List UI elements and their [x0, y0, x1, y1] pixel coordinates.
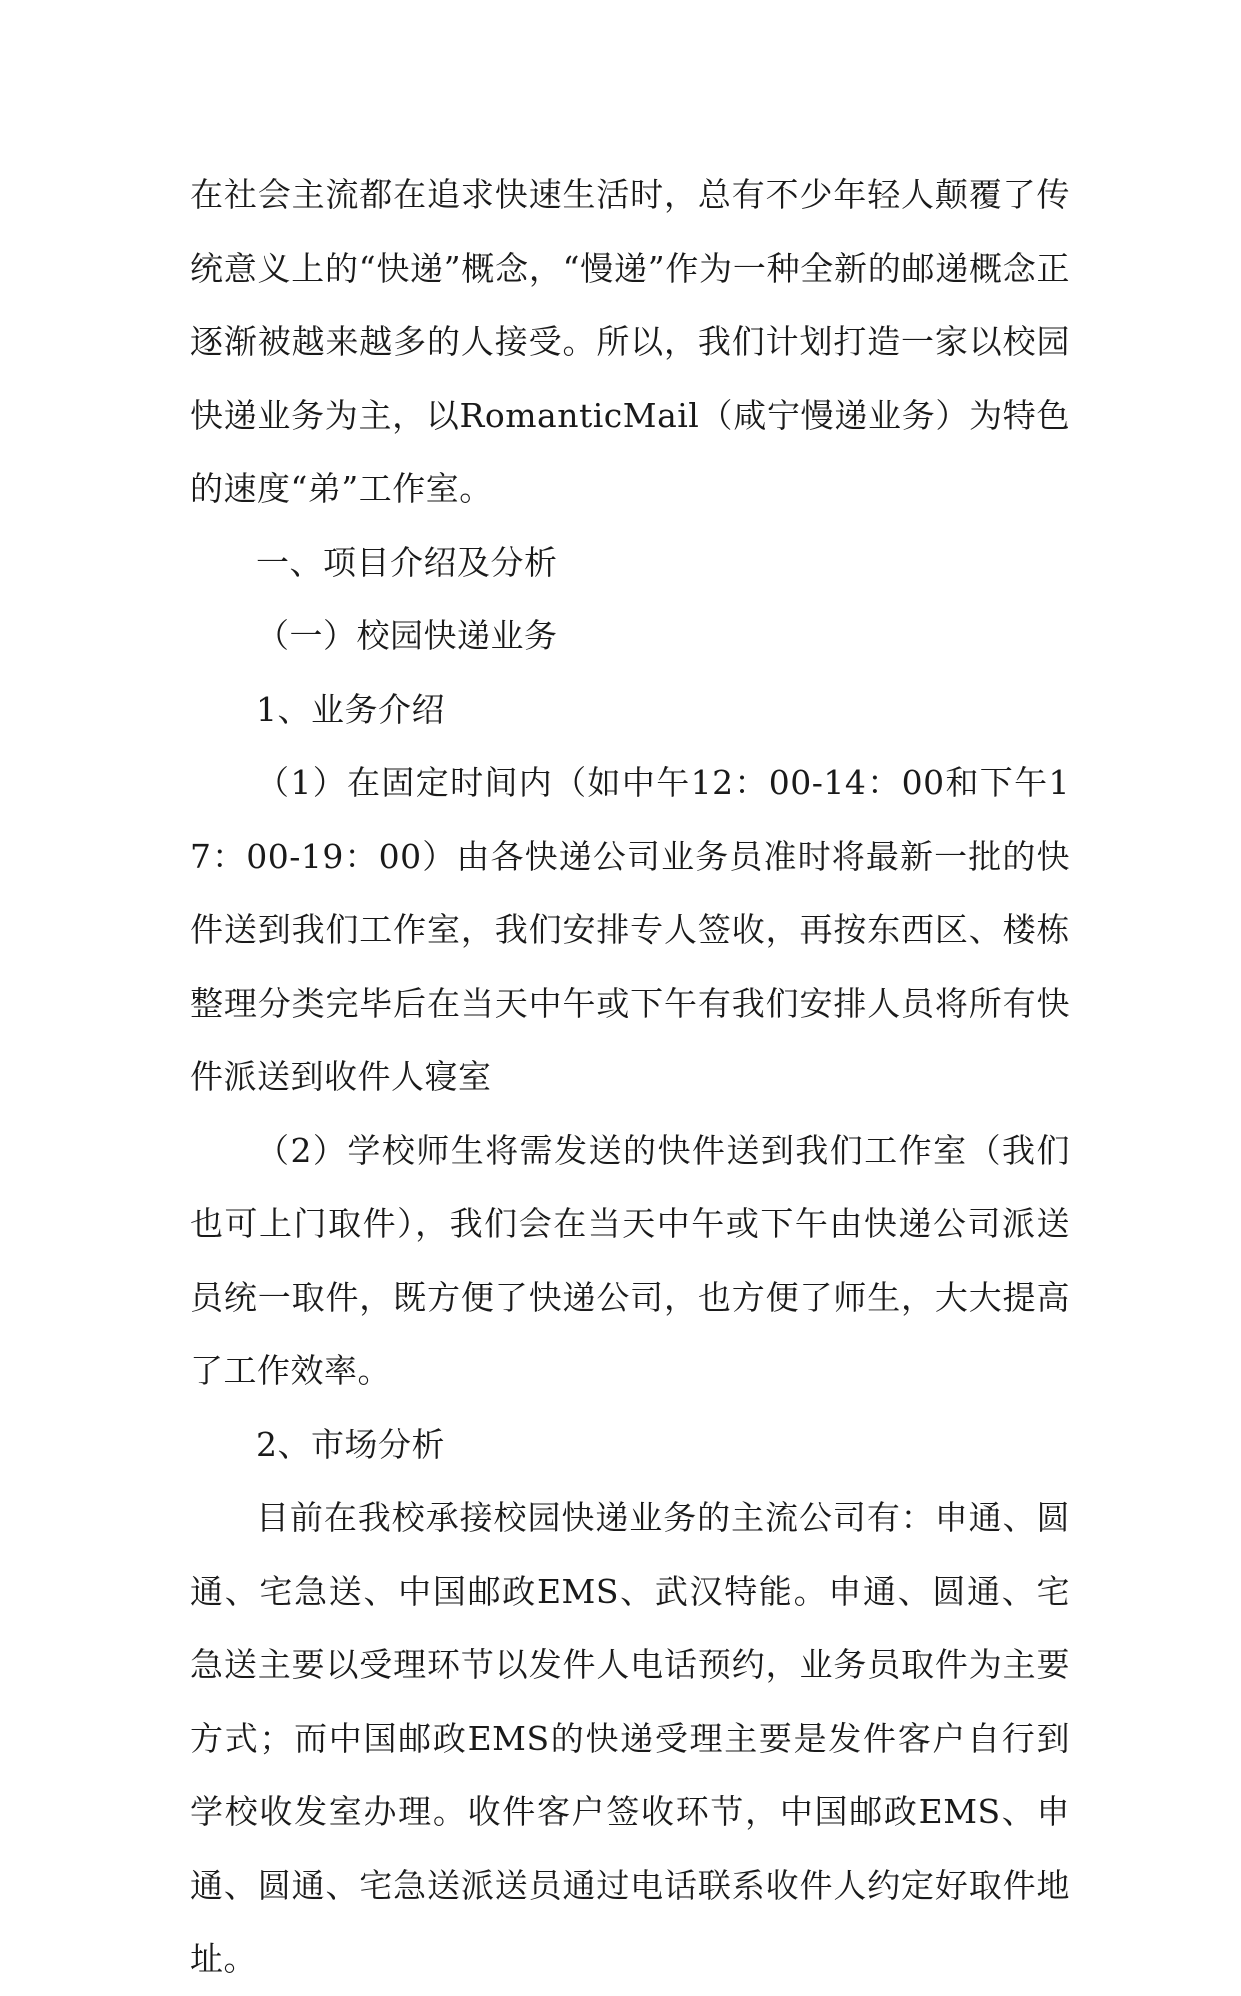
- subsection-heading-1: （一）校园快递业务: [256, 616, 558, 655]
- document-body: [190, 158, 1070, 1996]
- section-heading-1: 一、项目介绍及分析: [256, 542, 558, 582]
- intro-paragraph: 在社会主流都在追求快速生活时，总有不少年轻人颠覆了传统意义上的“快递”概念，“慢递”作为一种全新的邮递概念正逐渐被越来越多的人接受。所以，我们计划打造一家以校园快递业务为主，以RomanticMail（咸宁慢递业务）为特色的速度“弟”工作室。: [190, 175, 1070, 508]
- item-heading-business-intro: 1、业务介绍: [256, 689, 445, 729]
- market-analysis-paragraph: 目前在我校承接校园快递业务的主流公司有：申通、圆通、宅急送、中国邮政EMS、武汉特能。申通、圆通、宅急送主要以受理环节以发件人电话预约，业务员取件为主要方式；而中国邮政EMS的快递受理主要是发件客户自行到学校收发室办理。收件客户签收环节，中国邮政EMS、申通、圆通、宅急送派送员通过电话联系收件人约定好取件地址。: [190, 1498, 1070, 1978]
- item-heading-market-analysis: 2、市场分析: [256, 1424, 445, 1464]
- business-paragraph-1: （1）在固定时间内（如中午12：00-14：00和下午17：00-19：00）由各快递公司业务员准时将最新一批的快件送到我们工作室，我们安排专人签收，再按东西区、楼栋整理分类完毕后在当天中午或下午有我们安排人员将所有快件派送到收件人寝室: [190, 763, 1070, 1096]
- business-paragraph-2: （2）学校师生将需发送的快件送到我们工作室（我们也可上门取件），我们会在当天中午或下午由快递公司派送员统一取件，既方便了快递公司，也方便了师生，大大提高了工作效率。: [190, 1130, 1070, 1390]
